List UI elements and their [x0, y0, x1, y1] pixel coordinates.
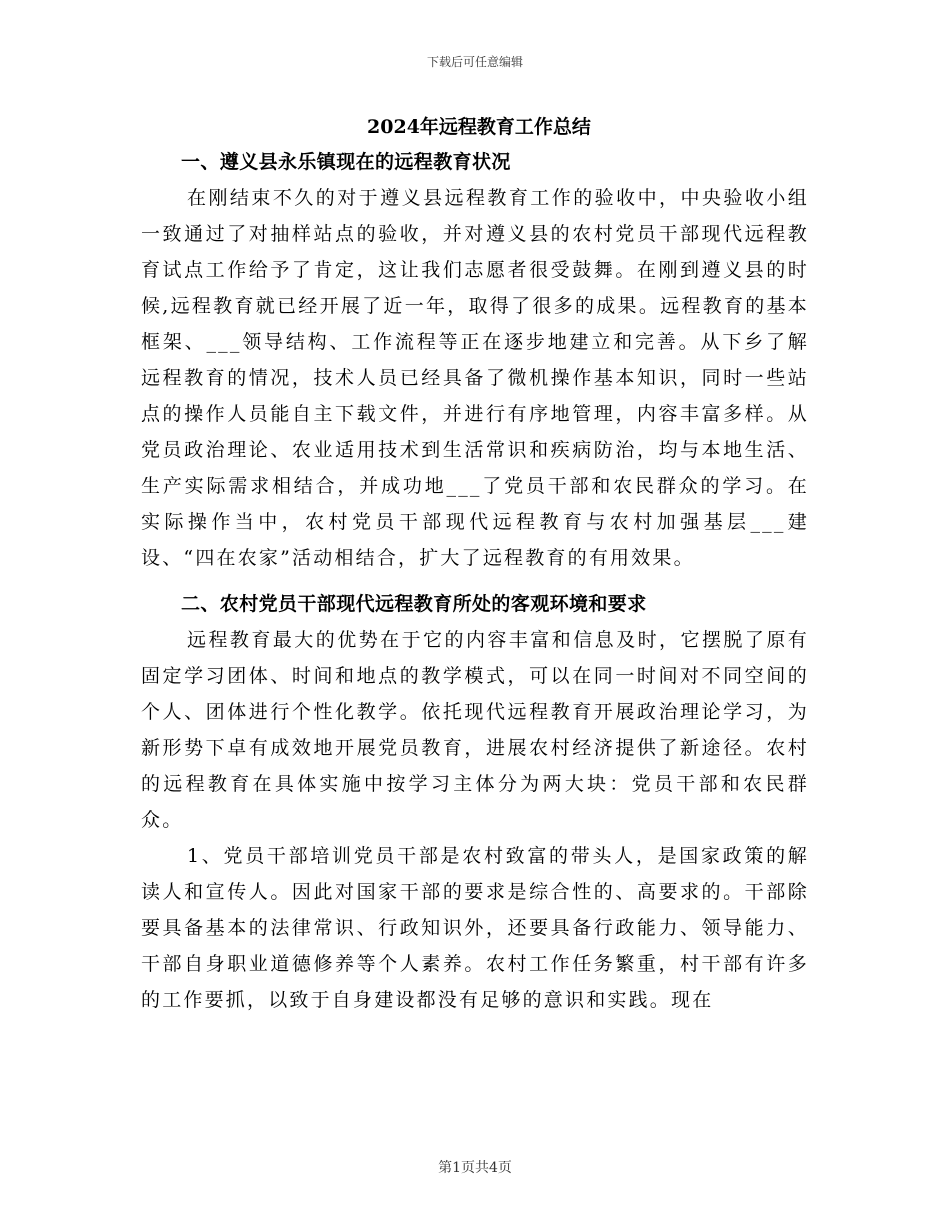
section-2-paragraph-1: 远程教育最大的优势在于它的内容丰富和信息及时，它摆脱了原有固定学习团体、时间和地点的教学模式，可以在同一时间对不同空间的个人、团体进行个性化教学。依托现代远程教育开展政治理论学习，为新形势下卓有成效地开展党员教育，进展农村经济提供了新途径。农村的远程教育在具体实施中按学习主体分为两大块：党员干部和农民群众。	[141, 629, 809, 831]
section-1-paragraph-1: 在刚结束不久的对于遵义县远程教育工作的验收中，中央验收小组一致通过了对抽样站点的验收，并对遵义县的农村党员干部现代远程教育试点工作给予了肯定，这让我们志愿者很受鼓舞。在刚到遵义县的时候,远程教育就已经开展了近一年，取得了很多的成果。远程教育的基本框架、___领导结构、工作流程等正在逐步地建立和完善。从下乡了解远程教育的情况，技术人员已经具备了微机操作基本知识，同时一些站点的操作人员能自主下载文件，并进行有序地管理，内容丰富多样。从党员政治理论、农业适用技术到生活常识和疾病防治，均与本地生活、生产实际需求相结合，并成功地___了党员干部和农民群众的学习。在实际操作当中，农村党员干部现代远程教育与农村加强基层___建设、“四在农家”活动相结合，扩大了远程教育的有用效果。	[141, 187, 809, 569]
page-header-note: 下载后可任意编辑	[426, 55, 523, 69]
section-heading-1: 一、遵义县永乐镇现在的远程教育状况	[181, 151, 511, 173]
document-body	[141, 112, 809, 1018]
section-spacer	[141, 576, 809, 586]
document-title: 2024年远程教育工作总结	[367, 116, 591, 138]
page-number-footer: 第1页共4页	[438, 1160, 512, 1176]
section-heading-2: 二、农村党员干部现代远程教育所处的客观环境和要求	[181, 593, 647, 615]
section-2-paragraph-2: 1、党员干部培训党员干部是农村致富的带头人，是国家政策的解读人和宣传人。因此对国家干部的要求是综合性的、高要求的。干部除要具备基本的法律常识、行政知识外，还要具备行政能力、领导能力、干部自身职业道德修养等个人素养。农村工作任务繁重，村干部有许多的工作要抓，以致于自身建设都没有足够的意识和实践。现在	[141, 845, 809, 1011]
